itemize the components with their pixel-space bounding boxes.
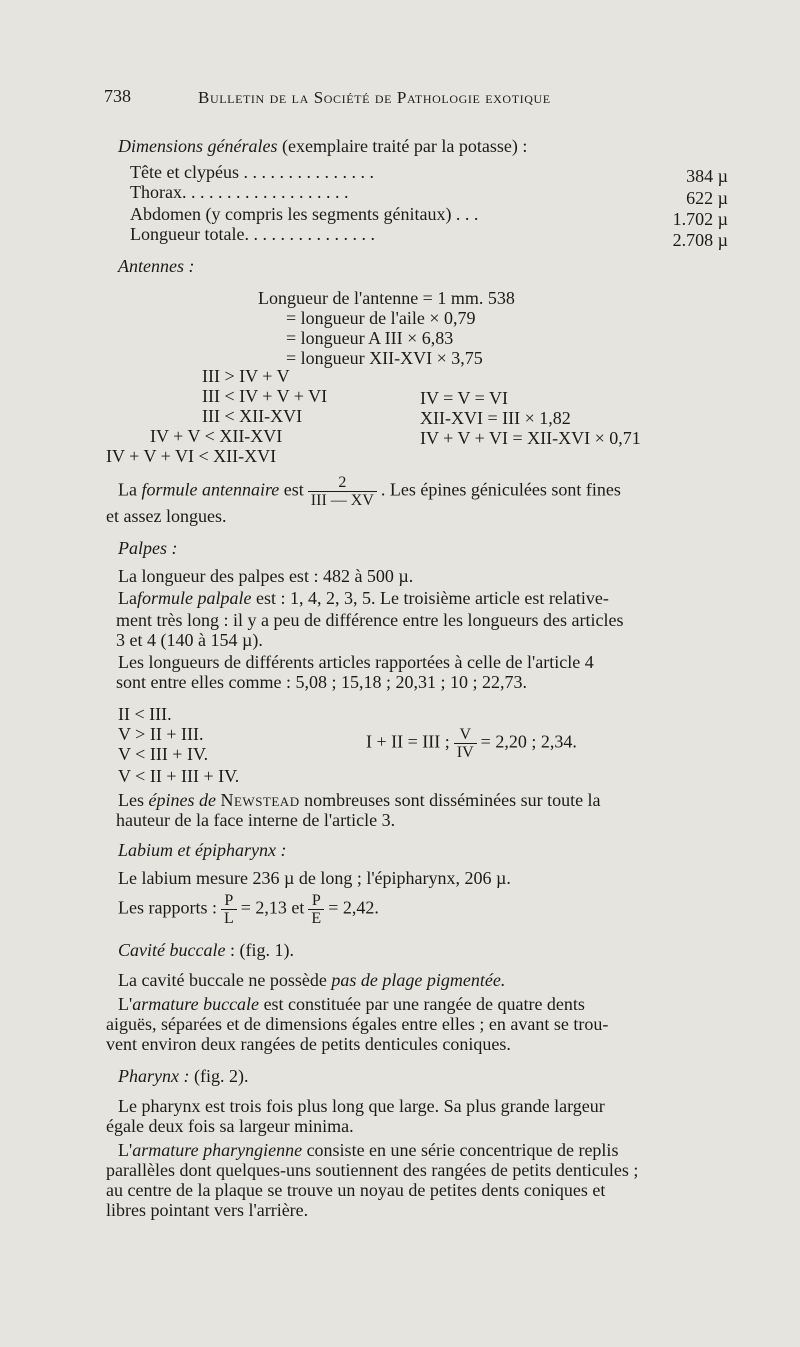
epines-line [118, 790, 601, 810]
palpes-line: 3 et 4 (140 à 154 µ). [116, 630, 263, 650]
palpes-p2-rest: est : 1, 4, 2, 3, 5. Le troisième article est relative- [255, 588, 609, 608]
cavite-line: vent environ deux rangées de petits denticules coniques. [106, 1034, 511, 1054]
antenne-formula: III < XII-XVI [202, 406, 303, 426]
pharynx-heading-italic: Pharynx : [118, 1066, 190, 1086]
palpes-ratio-numerator: V [454, 726, 477, 744]
formule-mid: est [283, 479, 304, 500]
palpes-ratio-fraction [454, 726, 477, 761]
page-number: 738 [104, 86, 131, 106]
pharynx-p2-prefix: L' [118, 1140, 133, 1160]
labium-ratio-end: = 2,42. [328, 897, 379, 918]
dim-row-label: Tête et clypéus . . . . . . . . . . . . . . . [130, 162, 374, 182]
epines-prefix: Les [118, 790, 144, 810]
palpes-ratio-denominator: IV [456, 744, 474, 761]
pharynx-p2-rest: consiste en une série concentrique de replis [306, 1140, 619, 1160]
pharynx-heading [118, 1066, 248, 1086]
palpes-formula: V < III + IV. [118, 744, 209, 764]
labium-measure: Le labium mesure 236 µ de long ; l'épipharynx, 206 µ. [118, 868, 511, 888]
pharynx-line: Le pharynx est trois fois plus long que large. Sa plus grande largeur [118, 1096, 605, 1116]
pharynx-line: libres pointant vers l'arrière. [106, 1200, 309, 1220]
palpes-formula: V < II + III + IV. [118, 766, 240, 786]
palpes-ratio-a: I + II = III ; [366, 731, 450, 752]
labium-ratio-prefix: Les rapports : [118, 897, 217, 918]
antenne-formula-right: IV = V = VI [420, 388, 508, 408]
labium-frac1-num: P [221, 892, 237, 910]
pharynx-p2 [118, 1140, 618, 1160]
formule-denominator: III — XV [310, 492, 374, 509]
formule-antennaire-line [118, 474, 621, 509]
palpes-line: sont entre elles comme : 5,08 ; 15,18 ; 20,31 ; 10 ; 22,73. [116, 672, 527, 692]
formule-antennaire-term: formule antennaire [141, 479, 280, 500]
armature-pharyngienne-term: armature pharyngienne [132, 1140, 303, 1160]
newstead-name: Newstead [220, 790, 300, 810]
antenne-formula: III < IV + V + VI [202, 386, 328, 406]
dim-row-label: Thorax. . . . . . . . . . . . . . . . . . . [130, 182, 349, 202]
formule-palpale-term: formule palpale [136, 588, 252, 608]
pharynx-heading-rest: (fig. 2). [193, 1066, 249, 1086]
labium-ratio-mid: = 2,13 et [240, 897, 305, 918]
labium-heading: Labium et épipharynx : [118, 840, 287, 860]
palpes-formula: II < III. [118, 704, 172, 724]
formule-rest: . Les épines géniculées sont fines [380, 479, 621, 500]
dim-row-label: Longueur totale. . . . . . . . . . . . . . . [130, 224, 375, 244]
labium-frac1-den: L [223, 910, 234, 927]
antennes-heading: Antennes : [118, 256, 195, 276]
palpes-p2-prefix: La [118, 588, 137, 608]
journal-title: Bulletin de la Société de Pathologie exotique [198, 88, 551, 107]
cavite-p2 [118, 994, 585, 1014]
labium-fraction-pl [221, 892, 237, 927]
armature-buccale-term: armature buccale [132, 994, 260, 1014]
cavite-heading-rest: : (fig. 1). [229, 940, 294, 960]
dimensions-heading [118, 136, 527, 156]
pharynx-line: égale deux fois sa largeur minima. [106, 1116, 354, 1136]
palpes-ratio-line [366, 726, 577, 761]
antenne-formula: IV + V < XII-XVI [150, 426, 283, 446]
palpes-formula: V > II + III. [118, 724, 204, 744]
formule-line2: et assez longues. [106, 506, 227, 526]
antenne-length-line: = longueur A III × 6,83 [286, 328, 454, 348]
palpes-ratio-b: = 2,20 ; 2,34. [480, 731, 577, 752]
dim-row-value: 2.708 µ [672, 230, 728, 250]
antenne-length-line: Longueur de l'antenne = 1 mm. 538 [258, 288, 515, 308]
cavite-p1 [118, 970, 505, 990]
cavite-p2-prefix: L' [118, 994, 133, 1014]
formule-fraction [308, 474, 377, 509]
antenne-formula-right: IV + V + VI = XII-XVI × 0,71 [420, 428, 641, 448]
labium-ratios [118, 892, 379, 927]
pharynx-line: au centre de la plaque se trouve un noyau de petites dents coniques et [106, 1180, 606, 1200]
cavite-heading [118, 940, 294, 960]
dimensions-heading-rest: (exemplaire traité par la potasse) : [281, 136, 528, 156]
formule-prefix: La [118, 479, 137, 500]
dim-row-value: 1.702 µ [672, 209, 728, 229]
antenne-length-line: = longueur XII-XVI × 3,75 [286, 348, 483, 368]
palpes-heading: Palpes : [118, 538, 178, 558]
pharynx-line: parallèles dont quelques-uns soutiennent des rangées de petits denticules ; [106, 1160, 639, 1180]
antenne-formula: III > IV + V [202, 366, 290, 386]
palpes-line: ment très long : il y a peu de différence entre les longueurs des articles [116, 610, 624, 630]
labium-fraction-pe [308, 892, 324, 927]
epines-rest: nombreuses sont disséminées sur toute la [304, 790, 601, 810]
palpes-line: Les longueurs de différents articles rapportées à celle de l'article 4 [118, 652, 594, 672]
dim-row-label: Abdomen (y compris les segments génitaux) . . . [130, 204, 479, 224]
cavite-p1-italic: pas de plage pigmentée. [331, 970, 506, 990]
labium-frac2-den: E [311, 910, 322, 927]
palpes-formula-line [118, 588, 609, 608]
epines-line2: hauteur de la face interne de l'article 3. [116, 810, 396, 830]
cavite-p2-rest: est constituée par une rangée de quatre dents [263, 994, 585, 1014]
labium-frac2-num: P [308, 892, 324, 910]
palpes-length: La longueur des palpes est : 482 à 500 µ. [118, 566, 414, 586]
dim-row-value: 622 µ [686, 188, 728, 208]
antenne-length-line: = longueur de l'aile × 0,79 [286, 308, 476, 328]
formule-numerator: 2 [308, 474, 377, 492]
dim-row-value: 384 µ [686, 166, 728, 186]
cavite-heading-italic: Cavité buccale [118, 940, 226, 960]
antenne-formula: IV + V + VI < XII-XVI [106, 446, 277, 466]
antenne-formula-right: XII-XVI = III × 1,82 [420, 408, 571, 428]
cavite-p1-prefix: La cavité buccale ne possède [118, 970, 327, 990]
dimensions-heading-italic: Dimensions générales [118, 136, 278, 156]
epines-italic: épines de [148, 790, 216, 810]
cavite-line: aiguës, séparées et de dimensions égales entre elles ; en avant se trou- [106, 1014, 609, 1034]
